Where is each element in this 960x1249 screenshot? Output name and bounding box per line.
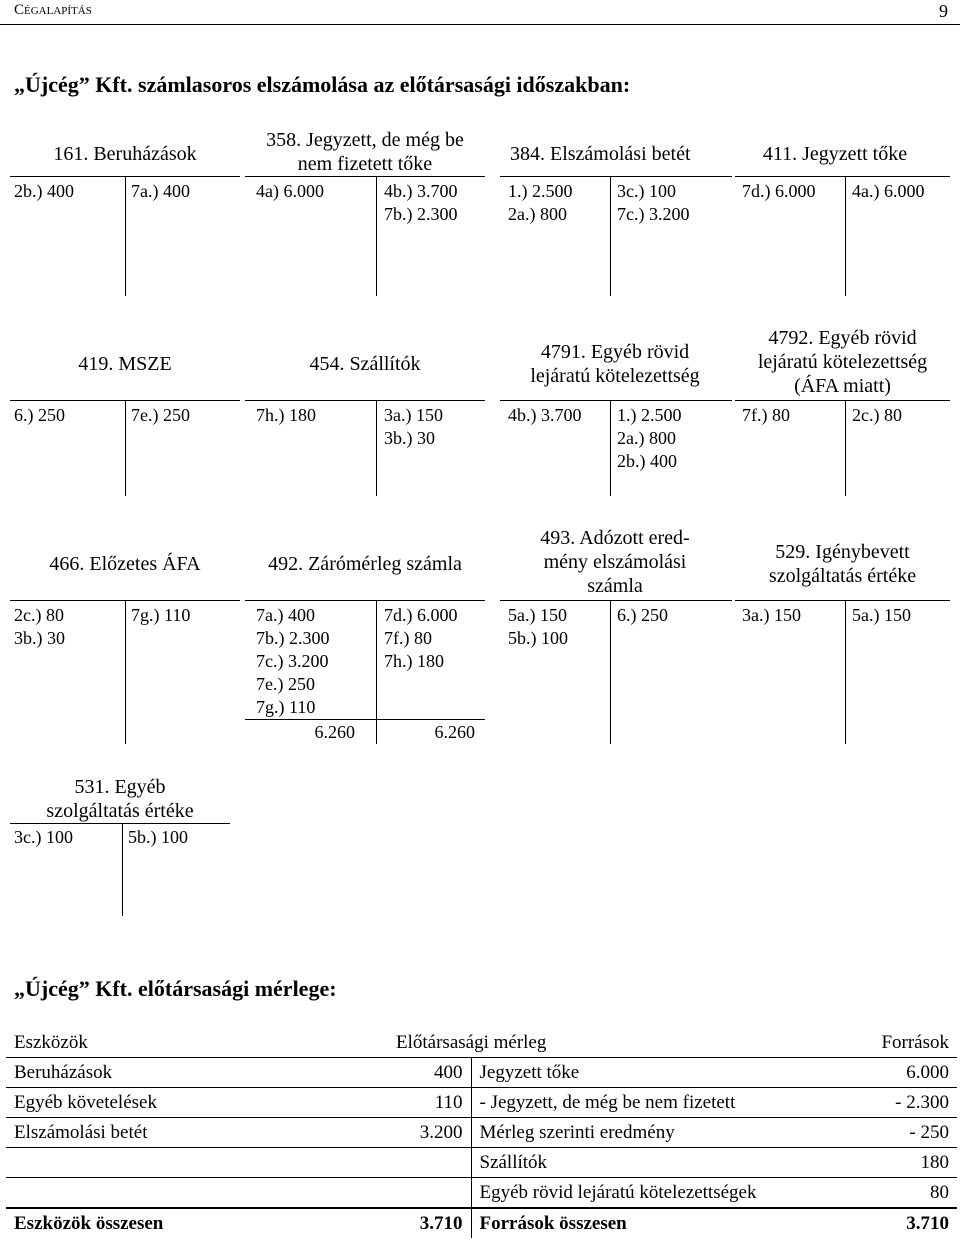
t-account-top-531 (10, 823, 230, 824)
asset-value: 400 (396, 1058, 471, 1088)
account-title-4791: 4791. Egyéb rövid lejáratú kötelezettség (530, 341, 700, 387)
t-account-top-358 (245, 176, 485, 177)
t-account-stem-358 (376, 176, 377, 296)
debit-entry: 4a) 6.000 (256, 181, 324, 201)
account-title-411: 411. Jegyzett tőke (762, 143, 908, 165)
page-number: 9 (939, 1, 948, 21)
asset-label: Elszámolási betét (6, 1118, 396, 1148)
liability-label: Egyéb rövid lejáratú kötelezettségek (479, 1182, 757, 1203)
t-account-stem-411 (845, 176, 846, 296)
table-row (6, 1088, 957, 1118)
credit-entry: 7a.) 400 (131, 181, 190, 201)
section-title-ledger: „Újcég” Kft. számlasoros elszámolása az előtársasági időszakban: (14, 72, 631, 97)
liabilities-total-label: Források összesen (471, 1208, 831, 1238)
credit-entry: 5b.) 100 (128, 827, 188, 847)
credit-entry: 5a.) 150 (852, 605, 911, 625)
t-account-top-529 (735, 600, 950, 601)
total-rule-492 (245, 719, 485, 720)
liability-value: 180 (831, 1148, 957, 1178)
credit-entry: 7c.) 3.200 (617, 204, 690, 224)
liabilities-header: Források (831, 1028, 957, 1058)
debit-entry: 7d.) 6.000 (742, 181, 816, 201)
liabilities-total-value: 3.710 (831, 1208, 957, 1238)
debit-entry: 5b.) 100 (508, 628, 568, 648)
credit-entry: 2a.) 800 (617, 428, 676, 448)
credit-entry: 2c.) 80 (852, 405, 902, 425)
table-row (6, 1178, 957, 1209)
debit-entry: 7g.) 110 (256, 697, 316, 717)
debit-entry: 3c.) 100 (14, 827, 73, 847)
account-title-161: 161. Beruházások (53, 143, 197, 165)
debit-entry: 2b.) 400 (14, 181, 74, 201)
t-account-stem-454 (376, 400, 377, 496)
debit-entry: 2a.) 800 (508, 204, 567, 224)
t-account-stem-4792 (845, 400, 846, 496)
assets-header: Eszközök (6, 1028, 396, 1058)
credit-entry: 4b.) 3.700 (384, 181, 458, 201)
account-title-384: 384. Elszámolási betét (510, 143, 691, 165)
t-account-top-4791 (500, 400, 732, 401)
account-title-419: 419. MSZE (78, 353, 172, 375)
credit-entry: 6.) 250 (617, 605, 668, 625)
liability-label: - Jegyzett, de még be nem fizetett (471, 1088, 831, 1118)
running-header: Cégalapítás (14, 2, 92, 18)
asset-value (396, 1148, 471, 1178)
debit-entry: 3a.) 150 (742, 605, 801, 625)
credit-entry: 1.) 2.500 (617, 405, 682, 425)
credit-total: 6.260 (434, 722, 475, 742)
credit-entry: 3b.) 30 (384, 428, 435, 448)
t-account-top-454 (245, 400, 485, 401)
t-account-top-411 (735, 176, 950, 177)
account-title-466: 466. Előzetes ÁFA (49, 553, 201, 575)
account-title-531: 531. Egyéb szolgáltatás értéke (46, 776, 194, 822)
table-row (6, 1148, 957, 1178)
t-account-stem-466 (125, 600, 126, 744)
liability-value: - 2.300 (831, 1088, 957, 1118)
t-account-top-492 (245, 600, 485, 601)
debit-entry: 5a.) 150 (508, 605, 567, 625)
credit-entry: 3c.) 100 (617, 181, 676, 201)
liability-label: Mérleg szerinti eredmény (471, 1118, 831, 1148)
t-account-stem-4791 (610, 400, 611, 496)
asset-label: Beruházások (6, 1058, 396, 1088)
liability-value: 6.000 (831, 1058, 957, 1088)
t-account-stem-531 (122, 823, 123, 916)
debit-entry: 7c.) 3.200 (256, 651, 329, 671)
debit-entry: 7a.) 400 (256, 605, 315, 625)
debit-entry: 7e.) 250 (256, 674, 315, 694)
asset-label: Egyéb követelések (6, 1088, 396, 1118)
total-row (6, 1208, 957, 1238)
debit-entry: 2c.) 80 (14, 605, 64, 625)
asset-label (6, 1178, 396, 1209)
t-account-stem-492 (376, 600, 377, 744)
t-account-stem-161 (125, 176, 126, 296)
account-title-492: 492. Zárómérleg számla (268, 553, 462, 575)
liability-label: Jegyzett tőke (471, 1058, 831, 1088)
credit-entry: 7d.) 6.000 (384, 605, 458, 625)
table-row (6, 1058, 957, 1088)
table-row (6, 1118, 957, 1148)
asset-value (396, 1178, 471, 1209)
balance-title: Előtársasági mérleg (396, 1028, 831, 1058)
t-account-stem-529 (845, 600, 846, 744)
liability-value: - 250 (831, 1118, 957, 1148)
credit-entry: 3a.) 150 (384, 405, 443, 425)
account-title-4792: 4792. Egyéb rövid lejáratú kötelezettség (ÁFA miatt) (757, 327, 928, 397)
credit-entry: 2b.) 400 (617, 451, 677, 471)
debit-total: 6.260 (314, 722, 355, 742)
section-title-balance: „Újcég” Kft. előtársasági mérlege: (14, 976, 337, 1001)
t-account-stem-384 (610, 176, 611, 296)
credit-entry: 7b.) 2.300 (384, 204, 458, 224)
liability-label: Szállítók (471, 1148, 831, 1178)
credit-entry: 7h.) 180 (384, 651, 444, 671)
asset-value: 3.200 (396, 1118, 471, 1148)
t-account-stem-493 (610, 600, 611, 744)
debit-entry: 7b.) 2.300 (256, 628, 330, 648)
balance-head-row (6, 1028, 957, 1058)
t-account-top-493 (500, 600, 732, 601)
asset-label (6, 1148, 396, 1178)
account-title-493: 493. Adózott ered- mény elszámolási számla (540, 527, 690, 597)
t-account-top-384 (500, 176, 732, 177)
account-title-529: 529. Igénybevett szolgáltatás értéke (768, 541, 917, 587)
assets-total-label: Eszközök összesen (6, 1208, 396, 1238)
liability-value: 80 (930, 1182, 949, 1203)
credit-entry: 7g.) 110 (131, 605, 191, 625)
debit-entry: 6.) 250 (14, 405, 65, 425)
debit-entry: 7h.) 180 (256, 405, 316, 425)
balance-sheet-table (6, 1028, 957, 1238)
debit-entry: 1.) 2.500 (508, 181, 573, 201)
debit-entry: 7f.) 80 (742, 405, 790, 425)
debit-entry: 4b.) 3.700 (508, 405, 582, 425)
t-account-top-4792 (735, 400, 950, 401)
t-account-stem-419 (125, 400, 126, 496)
account-title-358: 358. Jegyzett, de még be nem fizetett tőke (266, 129, 464, 175)
account-title-454: 454. Szállítók (309, 353, 421, 375)
header-rule (0, 24, 960, 25)
credit-entry: 4a.) 6.000 (852, 181, 925, 201)
credit-entry: 7e.) 250 (131, 405, 190, 425)
asset-value: 110 (396, 1088, 471, 1118)
credit-entry: 7f.) 80 (384, 628, 432, 648)
assets-total-value: 3.710 (396, 1208, 471, 1238)
debit-entry: 3b.) 30 (14, 628, 65, 648)
